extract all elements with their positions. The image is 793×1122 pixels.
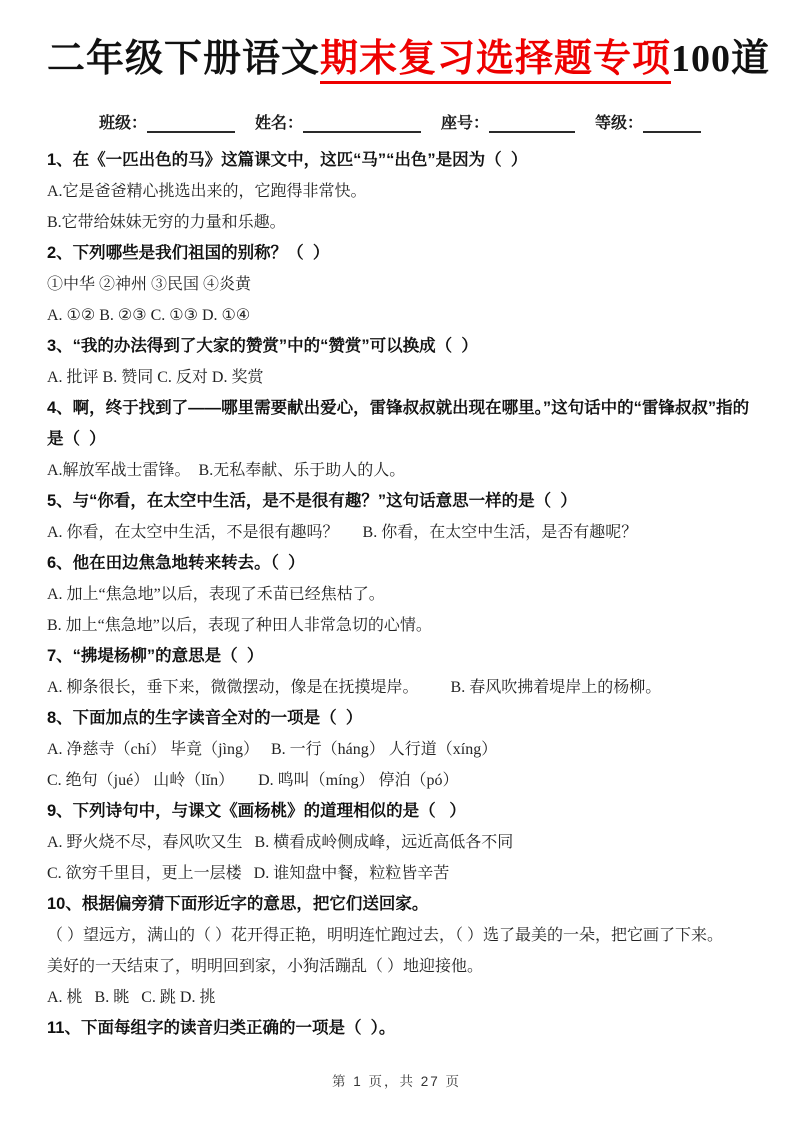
class-blank (147, 115, 235, 133)
question-list (47, 145, 753, 1044)
question-block-10 (47, 889, 753, 1013)
question-block-8 (47, 703, 753, 796)
grade-blank (643, 115, 701, 133)
option-line: A. 批评 B. 赞同 C. 反对 D. 奖赏 (47, 369, 264, 386)
title-segment-topic-red: 期末复习选择题专项 (320, 38, 671, 84)
question-stem: 5、与“你看，在太空中生活，是不是很有趣？”这句话意思一样的是（ ） (47, 492, 577, 510)
question-block-9 (47, 796, 753, 889)
class-field (99, 110, 235, 133)
question-stem: 6、他在田边焦急地转来转去。（ ） (47, 554, 305, 572)
question-block-1 (47, 145, 753, 238)
option-line: A. ①② B. ②③ C. ①③ D. ①④ (47, 307, 251, 324)
option-line: B.它带给妹妹无穷的力量和乐趣。 (47, 214, 286, 231)
option-line: A. 桃 B. 眺 C. 跳 D. 挑 (47, 989, 216, 1006)
option-line: A. 野火烧不尽，春风吹又生 B. 横看成岭侧成峰，远近高低各不同 (47, 834, 514, 851)
option-line: ①中华 ②神州 ③民国 ④炎黄 (47, 276, 252, 293)
question-block-3 (47, 331, 753, 393)
title-segment-grade: 二年级下册语文 (47, 38, 321, 80)
question-stem: 8、下面加点的生字读音全对的一项是（ ） (47, 709, 363, 727)
title-segment-count: 100道 (671, 38, 771, 80)
fill-in-line: 美好的一天结束了，明明回到家，小狗活蹦乱（ ）地迎接他。 (47, 958, 484, 975)
question-stem: 11、下面每组字的读音归类正确的一项是（ ）。 (47, 1019, 396, 1037)
grade-field (595, 110, 701, 133)
grade-label: 等级： (595, 115, 644, 132)
question-stem: 4、啊，终于找到了——哪里需要献出爱心，雷锋叔叔就出现在哪里。”这句话中的“雷锋叔叔”指的是（ ） (47, 399, 750, 448)
option-line: A. 柳条很长，垂下来，微微摆动，像是在抚摸堤岸。 B. 春风吹拂着堤岸上的杨柳。 (47, 679, 662, 696)
option-line: C. 欲穷千里目，更上一层楼 D. 谁知盘中餐，粒粒皆辛苦 (47, 865, 450, 882)
page-footer: 第 1 页，共 27 页 (331, 1074, 462, 1089)
name-blank (303, 115, 421, 133)
question-stem: 1、在《一匹出色的马》这篇课文中，这匹“马”“出色”是因为（ ） (47, 151, 528, 169)
question-stem: 3、“我的办法得到了大家的赞赏”中的“赞赏”可以换成（ ） (47, 337, 478, 355)
option-line: C. 绝句（jué） 山岭（lǐn） D. 鸣叫（míng） 停泊（pó） (47, 772, 459, 789)
class-label: 班级： (98, 115, 147, 132)
option-line: A. 加上“焦急地”以后，表现了禾苗已经焦枯了。 (47, 586, 385, 603)
question-block-5 (47, 486, 753, 548)
student-info-row (47, 110, 753, 133)
seat-blank (489, 115, 575, 133)
option-line: A. 净慈寺（chí） 毕竟（jìng） B. 一行（háng） 人行道（xíng） (47, 741, 498, 758)
fill-in-line: （ ）望远方，满山的（ ）花开得正艳，明明连忙跑过去，（ ）选了最美的一朵，把它画了下来。 (47, 927, 724, 944)
name-label: 姓名： (254, 115, 303, 132)
question-stem: 9、下列诗句中，与课文《画杨桃》的道理相似的是（ ） (47, 802, 466, 820)
question-stem: 2、下列哪些是我们祖国的别称？（ ） (47, 244, 330, 262)
question-stem: 10、根据偏旁猜下面形近字的意思，把它们送回家。 (47, 895, 429, 913)
option-line: A.解放军战士雷锋。 B.无私奉献、乐于助人的人。 (47, 462, 406, 479)
name-field (255, 110, 421, 133)
question-block-7 (47, 641, 753, 703)
option-line: A.它是爸爸精心挑选出来的，它跑得非常快。 (47, 183, 367, 200)
option-line: A. 你看，在太空中生活，不是很有趣吗？ B. 你看，在太空中生活，是否有趣呢？ (47, 524, 638, 541)
seat-label: 座号： (441, 115, 490, 132)
question-block-4 (47, 393, 753, 486)
option-line: B. 加上“焦急地”以后，表现了种田人非常急切的心情。 (47, 617, 432, 634)
seat-field (441, 110, 575, 133)
page-title (47, 30, 771, 88)
question-stem: 7、“拂堤杨柳”的意思是（ ） (47, 647, 264, 665)
question-block-6 (47, 548, 753, 641)
question-block-2 (47, 238, 753, 331)
question-block-11 (47, 1013, 753, 1044)
